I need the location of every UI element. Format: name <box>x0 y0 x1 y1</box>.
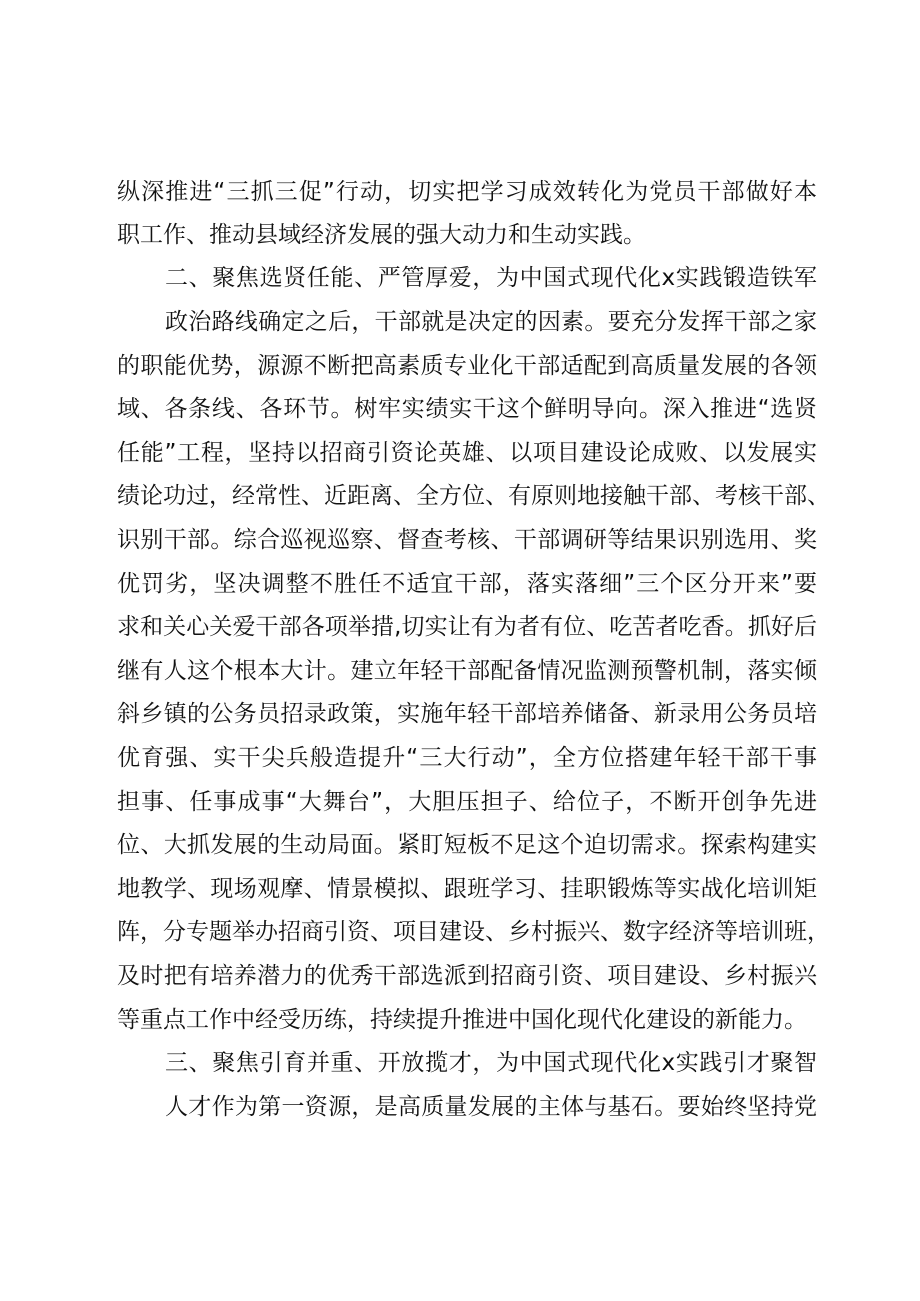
section-3-line-1: 人才作为第一资源，是高质量发展的主体与基石。要始终坚持党 <box>165 1094 817 1120</box>
section-2-line-15: 阵，分专题举办招商引资、项目建设、乡村振兴、数字经济等培训班， <box>117 919 830 945</box>
section-2-line-17: 等重点工作中经受历练，持续提升推进中国化现代化建设的新能力。 <box>117 1007 807 1033</box>
section-2-line-14: 地教学、现场观摩、情景模拟、跟班学习、挂职锻炼等实战化培训矩 <box>117 876 817 902</box>
section-2-line-8: 求和关心关爱干部各项举措,切实让有为者有位、吃苦者吃香。抓好后 <box>117 614 817 640</box>
section-3-heading: 三、聚焦引育并重、开放揽才，为中国式现代化x实践引才聚智 <box>165 1050 817 1076</box>
section-2-line-11: 优育强、实干尖兵般造提升“三大行动”，全方位搭建年轻干部干事 <box>117 745 817 771</box>
section-2-line-4: 任能”工程，坚持以招商引资论英雄、以项目建设论成败、以发展实 <box>117 440 817 466</box>
section-2-line-9: 继有人这个根本大计。建立年轻干部配备情况监测预警机制，落实倾 <box>117 658 817 684</box>
section-2-line-7: 优罚劣，坚决调整不胜任不适宜干部，落实落细”三个区分开来”要 <box>117 571 817 597</box>
intro-line-1: 纵深推进“三抓三促”行动，切实把学习成效转化为党员干部做好本 <box>117 179 817 205</box>
section-2-line-2: 的职能优势，源源不断把高素质专业化干部适配到高质量发展的各领 <box>117 353 817 379</box>
section-2-line-6: 识别干部。综合巡视巡察、督查考核、干部调研等结果识别选用、奖 <box>117 527 817 553</box>
section-2-line-12: 担事、任事成事“大舞台”，大胆压担子、给位子，不断开创争先进 <box>117 789 817 815</box>
section-2-line-1: 政治路线确定之后，干部就是决定的因素。要充分发挥干部之家 <box>165 309 817 335</box>
section-2-line-13: 位、大抓发展的生动局面。紧盯短板不足这个迫切需求。探索构建实 <box>117 832 817 858</box>
section-2-line-3: 域、各条线、各环节。树牢实绩实干这个鲜明导向。深入推进“选贤 <box>117 396 817 422</box>
section-2-line-16: 及时把有培养潜力的优秀干部选派到招商引资、项目建设、乡村振兴 <box>117 963 817 989</box>
section-2-heading: 二、聚焦选贤任能、严管厚爱，为中国式现代化x实践锻造铁军 <box>165 265 817 291</box>
section-2-line-5: 绩论功过，经常性、近距离、全方位、有原则地接触干部、考核干部、 <box>117 483 830 509</box>
intro-line-2: 职工作、推动县域经济发展的强大动力和生动实践。 <box>117 222 646 248</box>
section-2-line-10: 斜乡镇的公务员招录政策，实施年轻干部培养储备、新录用公务员培 <box>117 701 817 727</box>
